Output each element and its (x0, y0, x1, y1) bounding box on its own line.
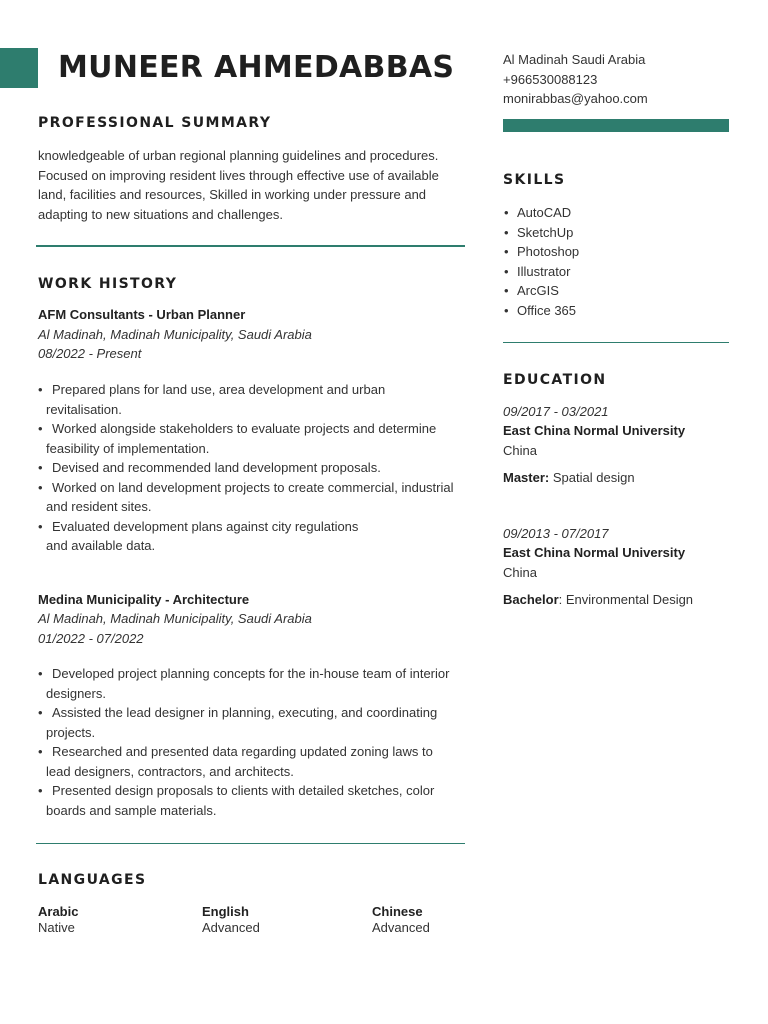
list-item: • Researched and presented data regarding updated zoning laws to lead designers, contractors, and architects. (38, 744, 433, 779)
degree-label: Master: (503, 470, 550, 485)
language-level: Advanced (202, 920, 260, 935)
job-bullets (38, 380, 458, 556)
bullet-icon: • (38, 744, 43, 759)
skill-item: • ArcGIS (503, 281, 579, 301)
list-item: • Presented design proposals to clients with detailed sketches, color boards and sample materials. (38, 783, 435, 818)
list-item: • Devised and recommended land development proposals. (38, 458, 458, 478)
skill-item: • Photoshop (503, 242, 579, 262)
list-item: • Evaluated development plans against city regulations and available data. (38, 518, 359, 553)
education-country: China (503, 443, 537, 458)
summary-heading: PROFESSIONAL SUMMARY (38, 115, 272, 131)
job-bullets (38, 664, 458, 820)
bullet-icon: • (38, 783, 43, 798)
job-heading: Medina Municipality - Architecture (38, 592, 250, 607)
header-accent-block (0, 48, 38, 88)
bullet-icon: • (38, 382, 43, 397)
skills-divider (503, 342, 729, 343)
list-item: • Assisted the lead designer in planning, executing, and coordinating projects. (38, 705, 438, 740)
language-name: Arabic (38, 904, 79, 919)
summary-text: knowledgeable of urban regional planning guidelines and procedures. Focused on improving resident lives through effective use of available land, facilities and resources, Skilled in working under pressure and adapting to new situations and challenges. (38, 148, 439, 222)
bullet-icon: • (38, 705, 43, 720)
summary-divider (36, 245, 465, 247)
education-dates: 09/2017 - 03/2021 (503, 404, 609, 419)
skills-list (503, 203, 579, 320)
degree-label: Bachelor (503, 592, 559, 607)
bullet-icon: • (38, 518, 43, 534)
job-dates: 01/2022 - 07/2022 (38, 631, 144, 646)
job-dates: 08/2022 - Present (38, 346, 142, 361)
education-school: East China Normal University (503, 423, 686, 438)
work-divider (36, 843, 465, 844)
education-dates: 09/2013 - 07/2017 (503, 526, 609, 541)
education-heading: EDUCATION (503, 372, 607, 388)
contact-location: Al Madinah Saudi Arabia (503, 52, 646, 67)
skill-item: • Office 365 (503, 301, 579, 321)
language-name: English (202, 904, 249, 919)
education-country: China (503, 565, 537, 580)
education-degree (503, 592, 693, 607)
contact-email: monirabbas@yahoo.com (503, 91, 648, 106)
work-history-heading: WORK HISTORY (38, 276, 178, 292)
education-school: East China Normal University (503, 545, 686, 560)
language-item (202, 904, 260, 936)
education-degree (503, 470, 635, 485)
skills-heading: SKILLS (503, 172, 566, 188)
contact-accent-bar (503, 119, 729, 132)
language-level: Native (38, 920, 75, 935)
language-item (38, 904, 78, 936)
languages-heading: LANGUAGES (38, 872, 147, 888)
job-location: Al Madinah, Madinah Municipality, Saudi Arabia (38, 611, 312, 626)
list-item: • Prepared plans for land use, area development and urban revitalisation. (38, 382, 386, 417)
language-level: Advanced (372, 920, 430, 935)
degree-field: : Environmental Design (558, 592, 694, 607)
skill-item: • Illustrator (503, 262, 579, 282)
degree-field: Spatial design (552, 470, 635, 485)
list-item: • Worked on land development projects to create commercial, industrial and resident sites. (38, 479, 454, 514)
candidate-name: MUNEER AHMEDABBAS (58, 50, 455, 85)
list-item: • Worked alongside stakeholders to evaluate projects and determine feasibility of implementation. (38, 421, 437, 456)
contact-phone: +966530088123 (503, 71, 598, 87)
job-location: Al Madinah, Madinah Municipality, Saudi Arabia (38, 327, 312, 342)
language-name: Chinese (372, 904, 423, 919)
job-heading: AFM Consultants - Urban Planner (38, 307, 246, 322)
bullet-icon: • (38, 666, 43, 681)
bullet-icon: • (38, 479, 43, 495)
bullet-icon: • (38, 460, 43, 475)
list-item: • Developed project planning concepts for the in-house team of interior designers. (38, 666, 450, 701)
skill-item: • SketchUp (503, 223, 579, 243)
skill-item: • AutoCAD (503, 203, 579, 223)
language-item (372, 904, 430, 936)
bullet-icon: • (38, 421, 43, 436)
contact-info (503, 50, 648, 109)
